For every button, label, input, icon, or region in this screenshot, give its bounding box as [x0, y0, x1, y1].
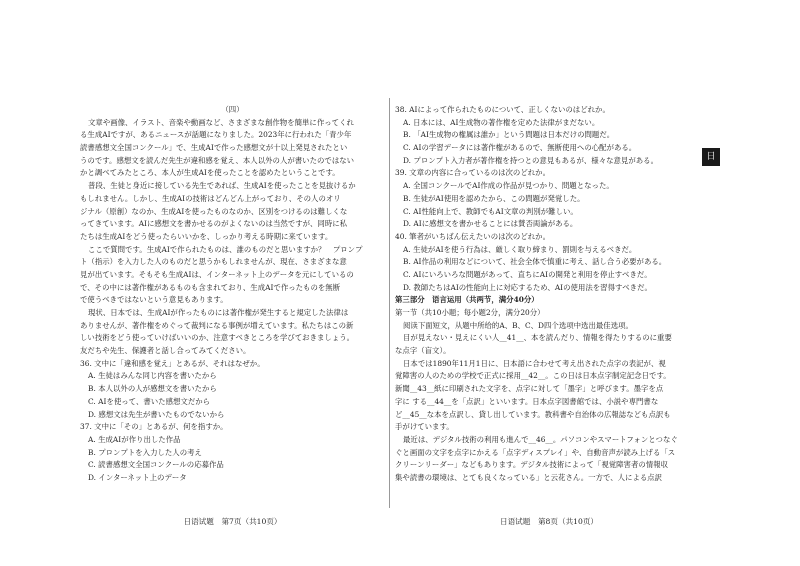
right-line: 新聞__43__紙に印刷された文字を、点字に対して「墨字」と呼びます。墨字を点 — [395, 384, 664, 394]
left-line: 読書感想文全国コンクール」で、生成AIで作った感想文が十以上発見されたとい — [80, 143, 348, 153]
right-line: 阅读下面短文，从题中所给的A、B、C、D四个选项中选出最佳选项。 — [403, 320, 633, 330]
right-line: C. AIの学習データには著作権があるので、無断使用への心配がある。 — [403, 143, 637, 153]
left-line: ここで質問です。生成AIで作られたものは、誰のものだと思いますか？ プロンプ — [88, 244, 363, 254]
left-line: ってきています。AIに感想文を書かせるのがよくないのは当然ですが、同時に私 — [80, 219, 348, 229]
right-line: B. 「AI生成物の権属は誰か」という問題は日本だけの問題だ。 — [403, 130, 615, 140]
left-line: ジナル（原創）なのか、生成AIを使ったものなのか、区別をつけるのは難しくな — [80, 206, 348, 216]
left-line: 37. 文中に「その」とあるが、何を指すか。 — [80, 422, 228, 432]
right-line: 39. 文章の内容に合っているのは次のどれか。 — [395, 168, 550, 178]
right-line: クリーンリーダー」などもあります。デジタル技術によって「視覚障害者の情報収 — [395, 460, 669, 470]
right-line: ぐと画面の文字を点字にかえる「点字ディスプレイ」や、自動音声が読み上げる「ス — [395, 447, 676, 457]
left-line: る生成AIですが、あるニュースが話題になりました。2023年に行われた「青少年 — [80, 130, 352, 140]
left-line: ありませんが、著作権をめぐって裁判になる事例が増えています。私たちはこの新 — [80, 320, 354, 330]
left-line: B. 本人以外の人が感想文を書いたから — [88, 384, 217, 394]
right-line: 最近は、デジタル技術の利用も進んで__46__。パソコンやスマートフォンとつなぐ — [403, 434, 678, 444]
right-line: D. プロンプト入力者が著作権を持つとの意見もあるが、様々な意見がある。 — [403, 155, 658, 165]
left-line: D. 感想文は先生が書いたものでないから — [88, 409, 225, 419]
left-line: C. 読書感想文全国コンクールの応募作品 — [88, 460, 224, 470]
left-line: しい技術をどう使っていけばいいのか、注意すべきところを学びておきましょう。 — [80, 333, 355, 343]
right-line: D. 教師たちはAIの性能向上に対応するため、AIの使用法を習得すべきだ。 — [403, 282, 652, 292]
left-line: B. プロンプトを入力した人の考え — [88, 447, 202, 457]
right-line: 40. 筆者がいちばん伝えたいのは次のどれか。 — [395, 231, 550, 241]
right-line: 38. AIによって作られたものについて、正しくないのはどれか。 — [395, 105, 610, 114]
right-line: ど__45__な本を点訳し、貸し出しています。教科書や自治体の広報誌なども点訳も — [395, 409, 671, 419]
left-line: （四） — [221, 105, 244, 114]
right-line: A. 日本には、AI生成物の著作権を定めた法律がまだない。 — [403, 117, 600, 127]
right-page-text — [395, 104, 703, 485]
left-line: A. 生成AIが作り出した作品 — [88, 434, 181, 444]
right-line: 手がけています。 — [395, 422, 454, 432]
right-line: C. AIにいろいろな問題があって、直ちにAIの開発と利用を停止すべきだ。 — [403, 269, 652, 279]
right-page-footer: 日语试题 第8页（共10页） — [499, 517, 599, 526]
left-line: うのです。感想文を読んだ先生が違和感を覚え、本人以外の人が書いたのではない — [80, 155, 355, 165]
left-line: 友だちや先生、保護者と話し合ってみてください。 — [80, 346, 251, 356]
left-line: D. インターネット上のデータ — [88, 472, 187, 482]
left-line: C. AIを使って、書いた感想文だから — [88, 396, 211, 406]
side-tab: 日 — [702, 148, 720, 166]
left-line: もしれません。しかし、生成AIの技術はどんどん上がっており、その人のオリ — [80, 193, 341, 203]
left-line: 36. 文中に「違和感を覚え」とあるが、それはなぜか。 — [80, 358, 265, 368]
left-line: 普段、生徒と身近に接している先生であれば、生成AIを使ったことを見抜けるか — [88, 181, 356, 191]
right-line: A. 生徒がAIを使う行為は、厳しく取り締まり、罰則を与えるべきだ。 — [403, 244, 637, 254]
page-divider — [389, 98, 390, 508]
left-line: 文章や画像、イラスト、音楽や動画など、さまざまな創作物を簡単に作ってくれ — [88, 117, 354, 127]
left-line: かと調べてみたところ、本人が生成AIを使ったことを認めたということです。 — [80, 168, 340, 178]
left-line: 現状、日本では、生成AIが作ったものには著作権が発生すると規定した法律は — [88, 308, 349, 317]
right-line: B. AI作品の利用などについて、社会全体で慎重に考え、話し合う必要がある。 — [403, 257, 667, 267]
right-line: A. 全国コンクールでAI作成の作品が見つかり、問題となった。 — [403, 181, 614, 191]
right-line: 目が見えない・見えにくい人__41__、本を読んだり、情報を得たりするのに重要 — [403, 333, 672, 343]
left-line: A. 生徒はみんな同じ内容を書いたから — [88, 371, 217, 381]
right-line: 第三部分 语言运用（共两节，满分40分） — [395, 295, 539, 305]
right-line: 覚障害の人のための学校で正式に採用__42__。この日は日本点字制定記念日です。 — [395, 371, 671, 381]
left-line: ト（指示）を入力した人のものだと思うかもしれませんが、現在、さまざまな意 — [80, 257, 347, 267]
left-line: で使うべきではないという意見もあります。 — [80, 295, 228, 305]
right-line: 字に する__44__を「点訳」といいます。日本点字図書館では、小説や専門書な — [395, 396, 659, 406]
right-line: 集や読書の環境は、とても良くなっている」と云花さん。一方で、人による点訳 — [395, 472, 663, 482]
right-line: D. AIに感想文を書かせることには賛否両論がある。 — [403, 219, 578, 229]
left-page-footer: 日语试题 第7页（共10页） — [183, 517, 282, 526]
right-line: B. 生徒がAI使用を認めたから、この問題が発覚した。 — [403, 193, 585, 203]
left-page — [80, 0, 385, 566]
right-line: 第一节（共10小题；每小题2分，满分20分） — [395, 308, 545, 317]
right-line: C. AI性能向上で、教師でもAI文章の判別が難しい。 — [403, 206, 578, 216]
right-line: 日本では1890年11月1日に、日本語に合わせて考え出された点字の表記が、視 — [403, 358, 666, 368]
right-line: な点字（盲文）。 — [395, 346, 451, 356]
left-line: たちは生成AIをどう使ったらいいかを、しっかり考える時期に来ています。 — [80, 231, 333, 241]
left-line: 見が出ています。そもそも生成AIは、インターネット上のデータを元にしているの — [80, 269, 354, 279]
right-page — [395, 0, 703, 566]
left-line: で、その中には著作権があるものも含まれており、生成AIで作ったものを無断 — [80, 282, 341, 292]
left-page-text — [80, 104, 385, 485]
